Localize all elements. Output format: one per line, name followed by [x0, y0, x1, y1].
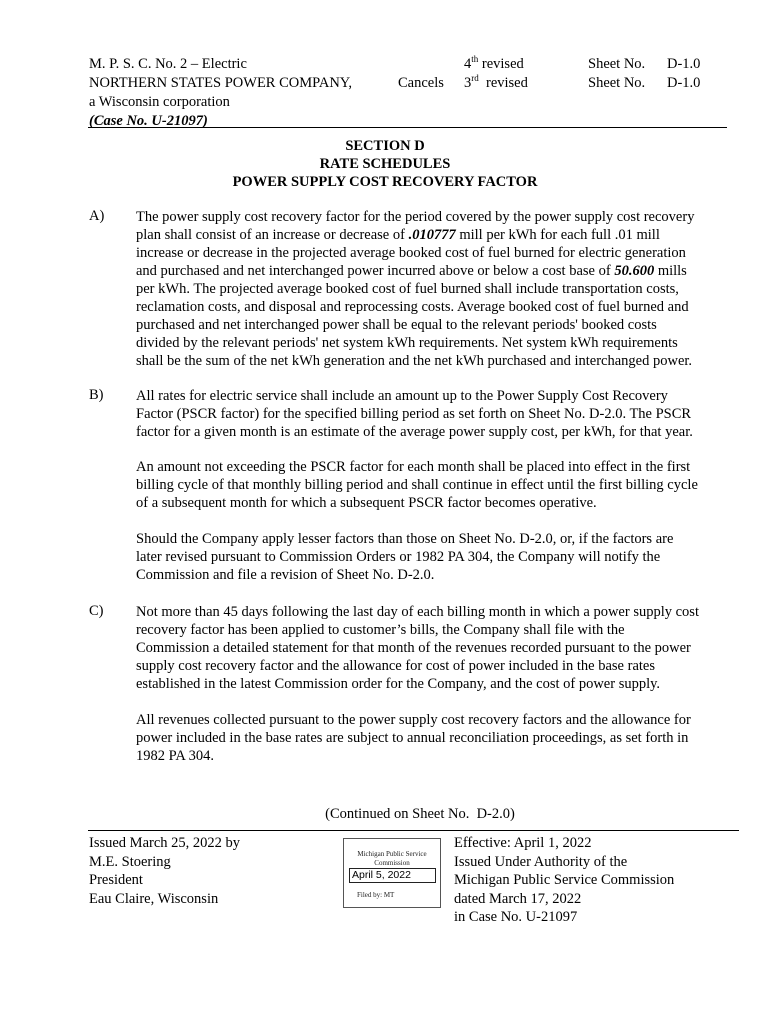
case-number: (Case No. U-21097) — [89, 113, 208, 129]
issued-date: Issued March 25, 2022 by — [89, 835, 241, 851]
header-left — [89, 55, 352, 131]
authority-commission: Michigan Public Service Commission — [454, 872, 675, 888]
effective-block: Effective: April 1, 2022 Issued Under Authority of the Michigan Public Service Commission dated March 17, 2022 in Case No. U-21097 — [454, 835, 675, 925]
section-b-paragraph-2: An amount not exceeding the PSCR factor for each month shall be placed into effect in the first billing cycle of that monthly billing period and shall continue in effect until the first billing cycle of a subsequent month for which a subsequent PSCR factor becomes operative. — [136, 459, 698, 511]
section-b-paragraph-1: All rates for electric service shall include an amount up to the Power Supply Cost Recovery Factor (PSCR factor) for the specified billing period as set forth on Sheet No. D-2.0. The PSCR factor for a given month is an estimate of the average power supply cost, per kWh, for that year. — [136, 388, 693, 440]
cancelled-sheet-number: D-1.0 — [667, 75, 701, 91]
sheet-labels: Sheet No. Sheet No. — [588, 56, 646, 91]
schedule-title: POWER SUPPLY COST RECOVERY FACTOR — [232, 174, 538, 190]
section-b-paragraph-3: Should the Company apply lesser factors than those on Sheet No. D-2.0, or, if the factors are later revised pursuant to Commission Orders or 1982 PA 304, the Company will notify the Commission and file a revision of Sheet No. D-2.0. — [136, 531, 674, 583]
continued-note: (Continued on Sheet No. D-2.0) — [325, 806, 515, 822]
issuer-location: Eau Claire, Wisconsin — [89, 890, 219, 907]
filing-stamp — [343, 838, 441, 908]
stamp-date: April 5, 2022 — [349, 868, 436, 883]
sheet-number: D-1.0 — [667, 56, 701, 72]
header-divider — [88, 127, 727, 128]
order-case: in Case No. U-21097 — [454, 909, 578, 925]
section-title: SECTION D — [345, 138, 425, 154]
stamp-agency: Michigan Public Service — [357, 850, 427, 858]
sheet-numbers — [667, 55, 700, 93]
revision-current: 4th revised — [464, 54, 524, 72]
effective-date: Effective: April 1, 2022 — [454, 835, 592, 851]
section-c-label: C) — [89, 603, 104, 619]
cost-base: 50.600 — [614, 263, 655, 279]
section-c-paragraph-1: Not more than 45 days following the last day of each billing month in which a power supply cost recovery factor has been applied to customer’s bills, the Company shall file with the Commission a detailed statement for that month of the revenues recorded pursuant to the power supply cost recovery factor and the allowance for cost of power included in the base rates established in the latest Commission order for the Company, and the cost of power supply. — [136, 604, 699, 692]
revision-cancelled: 3rd revised — [464, 73, 528, 91]
section-c-paragraph-2: All revenues collected pursuant to the power supply cost recovery factors and the allowance for power included in the base rates are subject to annual reconciliation proceedings, as set forth in 1982 PA 304. — [136, 712, 691, 764]
section-b-label: B) — [89, 387, 104, 403]
issuer-title: President — [89, 872, 143, 888]
company-name: NORTHERN STATES POWER COMPANY, — [89, 75, 353, 91]
issuer-name: M.E. Stoering — [89, 853, 171, 870]
section-a-paragraph: The power supply cost recovery factor for the period covered by the power supply cost recovery plan shall consist of an increase or decrease of .010777 mill per kWh for each full .01 mill increase or decrease in the projected average booked cost of fuel burned for electric generation and purchased and net interchanged power incurred above or below a cost base of 50.600 mills per kWh. The projected average booked cost of fuel burned shall include transportation costs, reclamation costs, and disposal and reprocessing costs. Average booked cost of fuel burned and purchased and net interchanged power shall be equal to the relevant periods' booked costs divided by the relevant periods' net system kWh requirements. Net system kWh requirements shall be the sum of the net kWh generation and the net kWh purchased and interchanged power. — [136, 209, 695, 369]
adjustment-rate: .010777 — [408, 227, 456, 243]
footer-divider — [88, 830, 739, 831]
section-subtitle: RATE SCHEDULES — [319, 156, 451, 172]
cancels-label: Cancels — [398, 75, 444, 91]
stamp-agency-2: Commission — [374, 859, 410, 867]
revision-block — [464, 55, 528, 93]
order-date: dated March 17, 2022 — [454, 890, 582, 907]
company-corp: a Wisconsin corporation — [89, 94, 230, 110]
issued-by-block — [89, 834, 240, 908]
stamp-filed-by: Filed by: MT — [357, 891, 395, 899]
section-a-label: A) — [89, 208, 105, 224]
tariff-number: M. P. S. C. No. 2 – Electric — [89, 56, 247, 72]
